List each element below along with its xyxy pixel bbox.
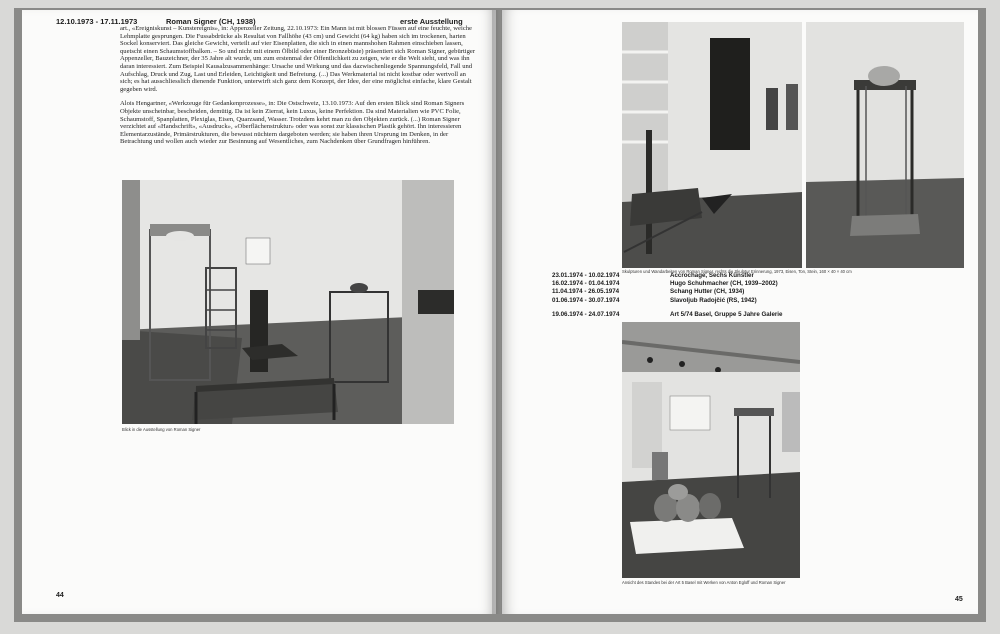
list-item <box>552 297 782 305</box>
exhibition-dates: 19.06.1974 - 24.07.1974 <box>552 310 620 318</box>
header-artist: Roman Signer (CH, 1938) <box>166 17 256 26</box>
photo-caption: Blick in die Ausstellung von Roman Signer <box>122 427 201 432</box>
list-item <box>552 272 782 280</box>
paragraph: art., «Ereigniskunst – Kunstereignis», in: Appenzeller Zeitung, 22.10.1973: Ein Mann ist mit blossen Füssen auf eine feuchte, weiche Lehmplatte gesprungen. Die Fussabdrücke als Resultat von Fallhöhe (43 cm) und Gewicht (64 kg) haben sich im trockenen, harten Sockel konserviert. Das gleiche Gewicht, verteilt auf vier Eisenplatten, die sich in einen mannshohen Rahmen einschieben lassen, quetscht einen Schaumstoffbalken. – So und nicht mit einem Ölbild oder einer Bronzebüste) präsentiert sich Roman Signer, gebürtiger Appenzeller, Bauzeichner, der 35 Jahre alt wurde, um zum erstenmal der Öffentlichkeit zu zeigen, wie er die Welt sieht, und was ihn daran interessiert. Zum Beispiel Kausalzusammenhänge: Ursache und Wirkung und das dazwischenliegende Spannungsfeld, Fall und Aufschlag, Druck und Zug, Last und Erleiden, Leichtigkeit und Befreiung. (...) Das Werkmaterial ist nicht kostbar oder wertvoll an sich; es hat ausschliesslich dienende Funktion, unterwirft sich ganz dem Konzept, der Idee, der eine möglichst einfache, klare Gestalt gegeben wird. <box>120 25 476 93</box>
exhibition-dates: 01.06.1974 - 30.07.1974 <box>552 296 620 304</box>
top-photo-caption: Skulpturen und Wandarbeiten von Roman Signer, rechts die Skulptur Erinnerung, 1973, Eisen, Ton, Stein, 160 × 40 × 40 cm <box>622 269 852 274</box>
page-number: 45 <box>955 596 963 603</box>
list-item <box>552 288 782 296</box>
bottom-photo-caption: Ansicht des Standes bei der Art 5 Basel mit Werken von Anton Egloff und Roman Signer <box>622 580 786 585</box>
header-label: erste Ausstellung <box>400 17 463 26</box>
exhibition-title: Art 5/74 Basel, Gruppe 5 Jahre Galerie <box>670 310 783 318</box>
exhibition-title: Schang Hutter (CH, 1934) <box>670 288 745 296</box>
exhibition-title: Slavoljub Radojčić (RS, 1942) <box>670 296 757 304</box>
right-page <box>502 10 978 614</box>
list-item <box>552 311 782 319</box>
exhibition-dates: 16.02.1974 - 01.04.1974 <box>552 280 620 288</box>
exhibition-title: Accrochage, Sechs Künstler <box>670 272 754 279</box>
list-item <box>552 280 782 288</box>
sculpture-erinnerung-photo <box>806 22 964 268</box>
exhibition-view-photo <box>122 180 454 424</box>
art-basel-booth-photo <box>622 322 800 578</box>
page-number: 44 <box>56 592 64 599</box>
exhibition-dates: 23.01.1974 - 10.02.1974 <box>552 272 620 279</box>
article-text <box>120 25 476 153</box>
paragraph: Alois Hengartner, «Werkzeuge für Gedankenprozesse», in: Die Ostschweiz, 13.10.1973: Auf den ersten Blick sind Roman Signers Objekte unscheinbar, bescheiden, demütig. Da ist kein Zierrat, kein Luxus, keine Perfektion. Da sind Materialien wie PVC Folie, Schaumstoff, Spanplatten, Plexiglas, Eisen, Quarzsand, Wasser. Trotzdem kehrt man zu den Objekten zurück. (...) Roman Signer verzichtet auf «Handschrift», «Ausdruck», «Oberflächenstruktur» oder was sonst zur klassischen Plastik gehört. Ihn interessieren Elementarzustände, Primärstrukturen, die bewusst nüchtern dargeboten werden; sie haben ihren Ursprung im Denken, in der Betrachtung und wollen auch wieder zur Besinnung auf Wesentliches, zum Nachdenken über Grundfragen hinführen. <box>120 100 465 146</box>
left-page <box>22 10 496 614</box>
header-dates: 12.10.1973 - 17.11.1973 <box>56 17 138 26</box>
exhibition-list <box>552 272 782 319</box>
exhibition-title: Hugo Schuhmacher (CH, 1939–2002) <box>670 280 778 288</box>
exhibition-dates: 11.04.1974 - 26.05.1974 <box>552 288 620 296</box>
gallery-interior-photo <box>622 22 802 268</box>
